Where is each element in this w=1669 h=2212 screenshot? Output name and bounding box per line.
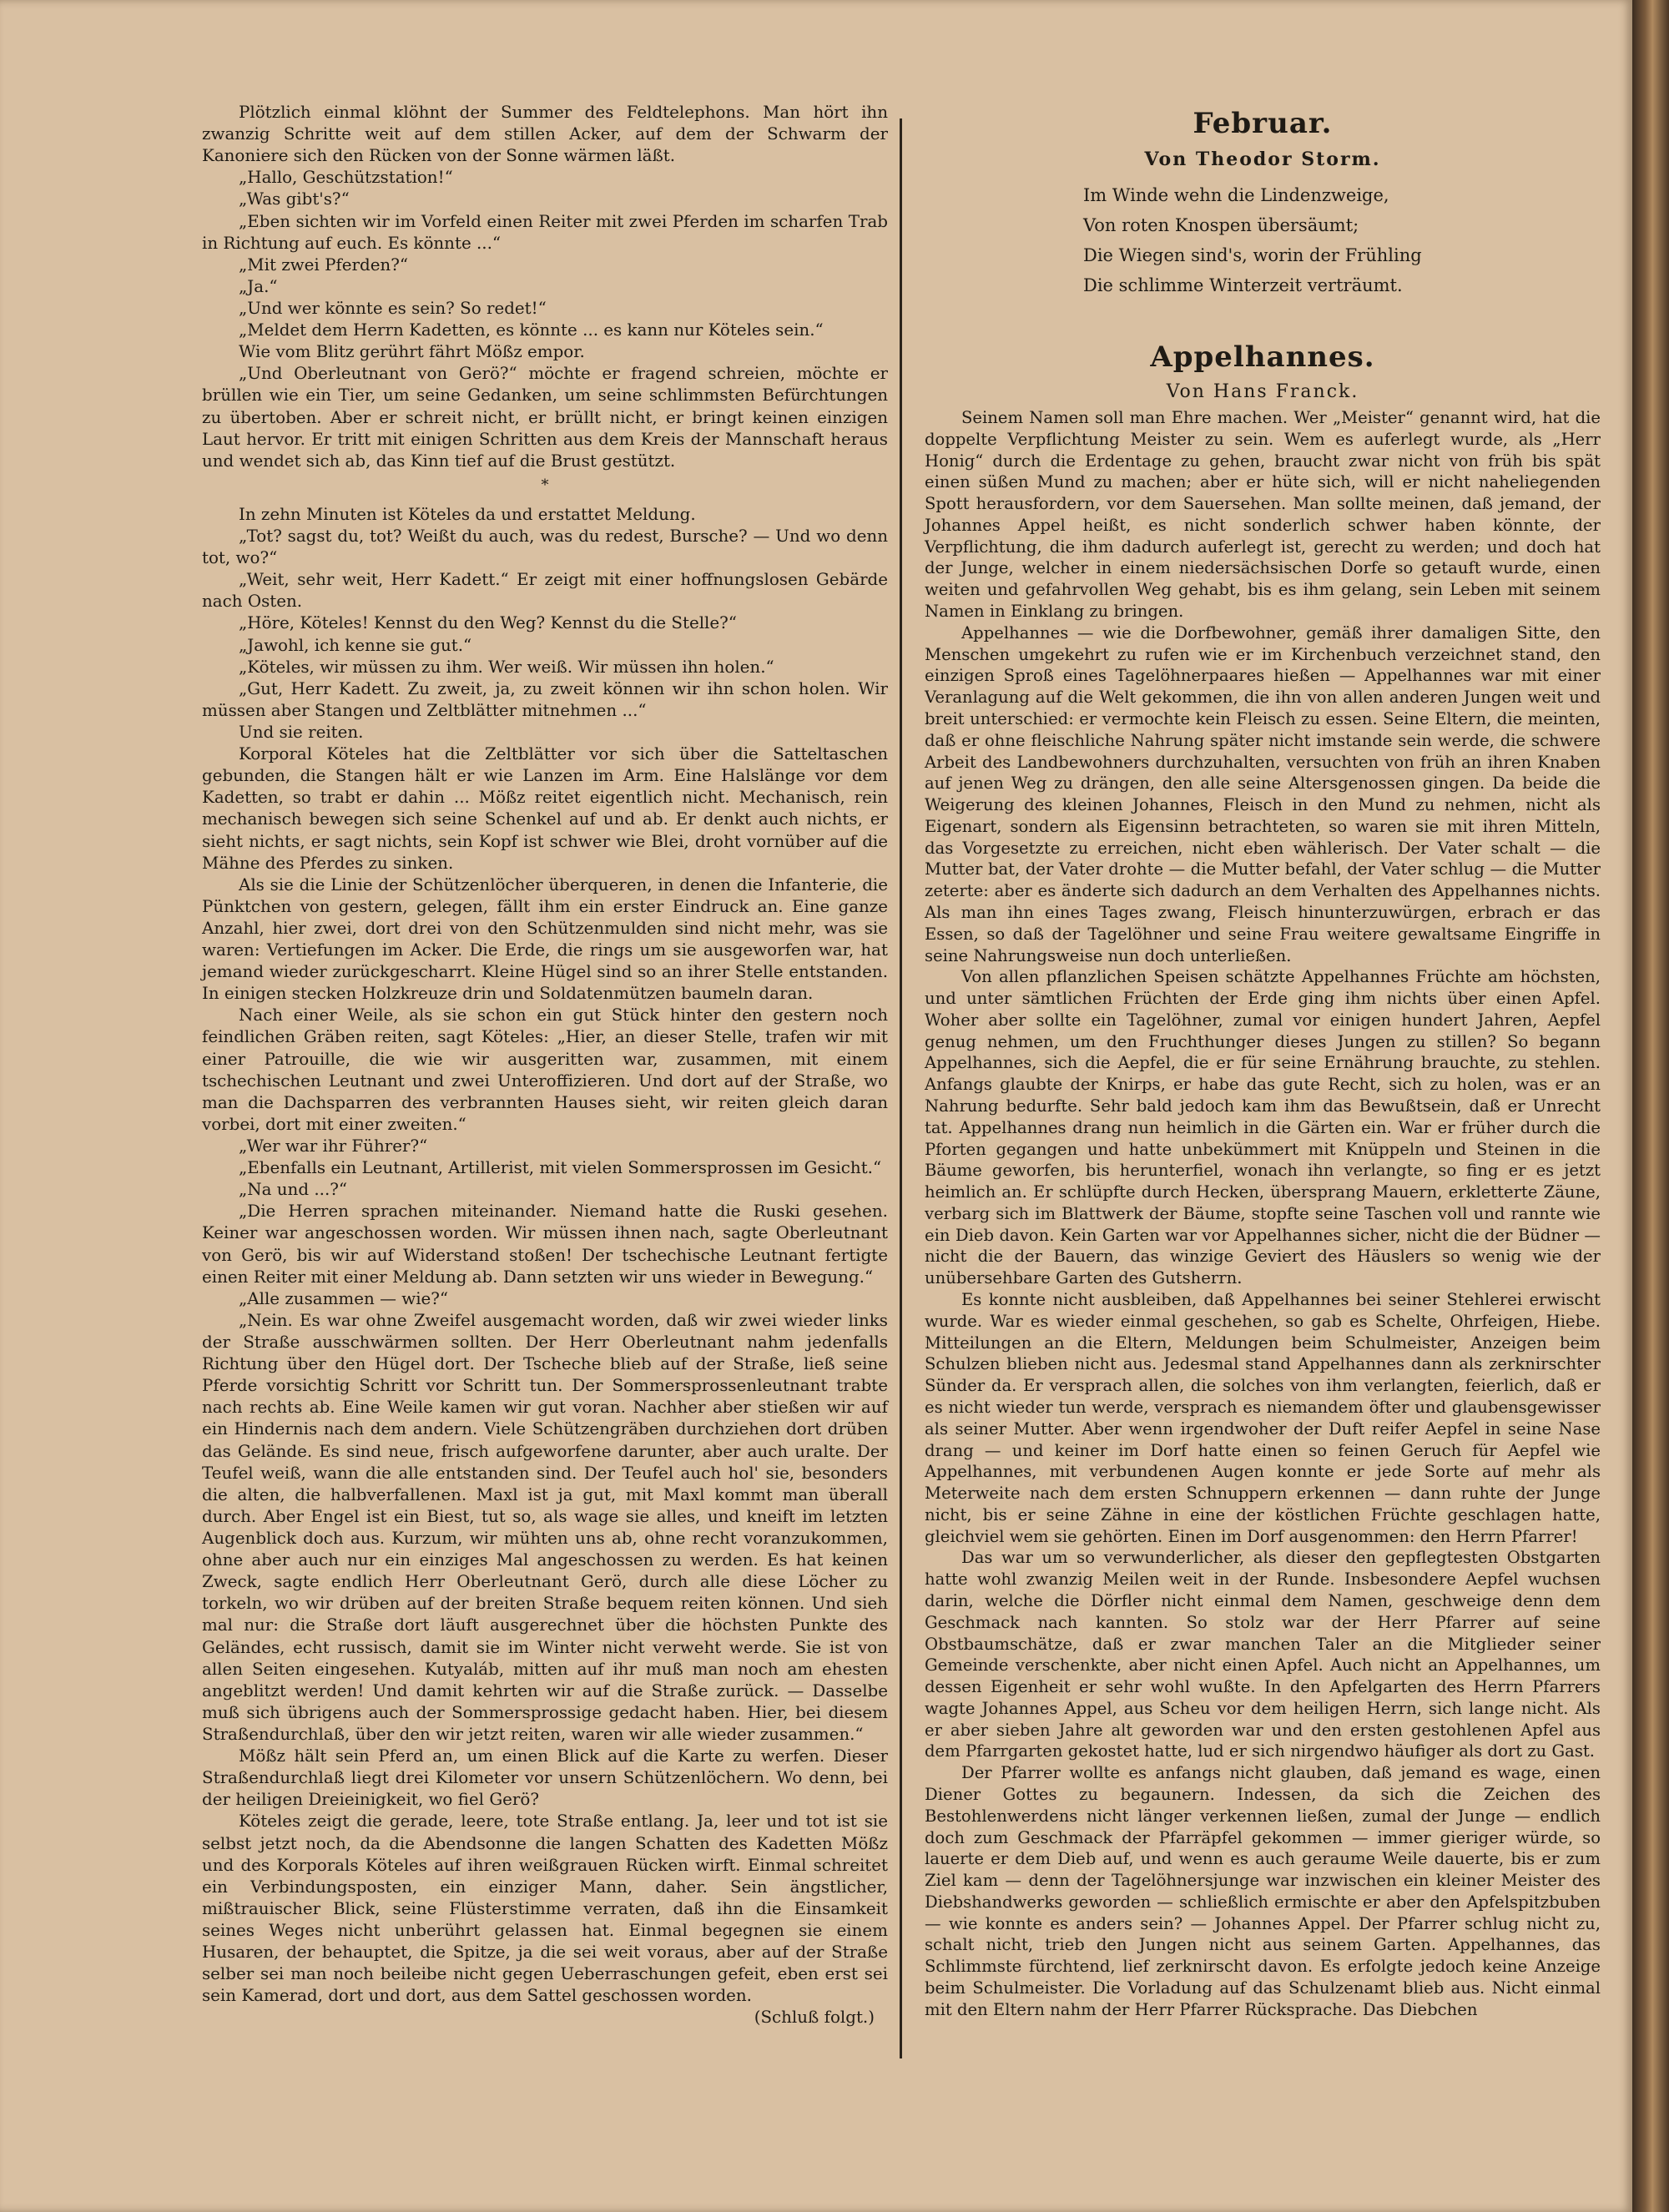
paragraph: In zehn Minuten ist Köteles da und erstattet Meldung. [239, 504, 696, 524]
paragraph: Als sie die Linie der Schützenlöcher überqueren, in denen die Infanterie, die Pünktchen von gestern, gelegen, fällt ihm ein erster Eindruck an. Eine ganze Anzahl, hier zwei, dort drei von den Schützenmulden sind nicht mehr, was sie waren: Vertiefungen im Acker. Die Erde, die rings um sie ausgeworfen war, hat jemand wieder zurückgescharrt. Kleine Hügel sind so an ihrer Stelle entstanden. In einigen stecken Holzkreuze drin und Soldatenmützen baumeln daran. [202, 874, 888, 1004]
paragraph: „Eben sichten wir im Vorfeld einen Reiter mit zwei Pferden im scharfen Trab in Richtung auf euch. Es könnte ...“ [202, 211, 888, 253]
paragraph: Plötzlich einmal klöhnt der Summer des Feldtelephons. Man hört ihn zwanzig Schritte weit auf dem stillen Acker, auf dem der Schwarm der Kanoniere sich den Rücken von der Sonne wärmen läßt. [202, 103, 888, 166]
paragraph: „Weit, sehr weit, Herr Kadett.“ Er zeigt mit einer hoffnungslosen Gebärde nach Osten. [202, 570, 888, 612]
right-column [925, 102, 1601, 2021]
left-column-story-continuation [202, 102, 888, 2029]
paragraph: Und sie reiten. [239, 722, 364, 742]
paragraph: Von allen pflanzlichen Speisen schätzte Appelhannes Früchte am höchsten, und unter sämtlichen Früchten der Erde ging ihm nichts über einen Apfel. Woher aber sollte ein Tagelöhner, zumal vor einigen hundert Jahren, Aepfel genug nehmen, um den Fruchthunger dieses Jungen zu stillen? So begann Appelhannes, sich die Aepfel, die er für seine Ernährung brauchte, zu stehlen. Anfangs glaubte der Knirps, er habe das gute Recht, sich zu holen, was er an Nahrung bedurfte. Sehr bald jedoch kam ihm das Bewußtsein, daß er Unrecht tat. Appelhannes drang nun heimlich in die Gärten ein. War er früher durch die Pforten gegangen und hatte unbekümmert mit Knüppeln und Steinen in die Bäume geworfen, bis herunterfiel, wonach ihn verlangte, so fing er es jetzt heimlich an. Er schlüpfte durch Hecken, übersprang Mauern, erkletterte Zäune, verbarg sich im Blattwerk der Bäume, stopfte seine Taschen voll und rannte wie ein Dieb davon. Kein Garten war vor Appelhannes sicher, nicht die der Büdner — nicht die der Bauern, das winzige Geviert des Häuslers so wenig wie der unübersehbare Garten des Gutsherrn. [925, 967, 1601, 1288]
paragraph: Seinem Namen soll man Ehre machen. Wer „Meister“ genannt wird, hat die doppelte Verpflichtung Meister zu sein. Wem es auferlegt wurde, als „Herr Honig“ durch die Erdentage zu gehen, braucht zwar nicht von früh bis spät einen süßen Mund zu machen; aber er hüte sich, will er nicht naheliegenden Spott herausfordern, vor dem Sauersehen. Man sollte meinen, daß jemand, der Johannes Appel heißt, es nicht sonderlich schwer haben könnte, der Verpflichtung, die ihm dadurch auferlegt ist, gerecht zu werden; und doch hat der Junge, welcher in einem niedersächsischen Dorfe so getauft wurde, einen weiten und gefahrvollen Weg gehabt, bis es ihm gelang, sein Leben mit seinem Namen in Einklang zu bringen. [925, 408, 1601, 622]
paragraph: „Und Oberleutnant von Gerö?“ möchte er fragend schreien, möchte er brüllen wie ein Tier, um seine Gedanken, um seine schlimmsten Befürchtungen zu übertoben. Aber er schreit nicht, er brüllt nicht, er bringt keinen einzigen Laut hervor. Er tritt mit einigen Schritten aus dem Kreis der Mannschaft heraus und wendet sich ab, das Kinn tief auf die Brust gestützt. [202, 364, 888, 471]
continuation-note: (Schluß folgt.) [754, 2008, 875, 2028]
story-body [925, 407, 1601, 2021]
paragraph: „Jawohl, ich kenne sie gut.“ [239, 635, 472, 655]
paragraph: „Na und ...?“ [239, 1180, 348, 1200]
paragraph: „Gut, Herr Kadett. Zu zweit, ja, zu zweit können wir ihn schon holen. Wir müssen aber Stangen und Zeltblätter mitnehmen ...“ [202, 678, 888, 720]
paragraph: „Köteles, wir müssen zu ihm. Wer weiß. Wir müssen ihn holen.“ [239, 657, 774, 677]
story-byline: Von Hans Franck. [1166, 381, 1359, 402]
poem-line: Die Wiegen sind's, worin der Frühling [1083, 245, 1422, 265]
paragraph: Appelhannes — wie die Dorfbewohner, gemäß ihrer damaligen Sitte, den Menschen umgekehrt zu rufen wie er im Kirchenbuch verzeichnet stand, den einzigen Sproß eines Tagelöhnerpaares hießen — Appelhannes war mit einer Veranlagung auf die Welt gekommen, die ihn von allen anderen Jungen weit und breit unterschied: er vermochte kein Fleisch zu essen. Seine Eltern, die meinten, daß er ohne fleischliche Nahrung später nicht imstande sein werde, die schwere Arbeit des Landbewohners durchzuhalten, versuchten von früh an ihren Knaben auf jenen Weg zu drängen, den alle seine Altersgenossen gingen. Da beide die Weigerung des kleinen Johannes, Fleisch in den Mund zu nehmen, nicht als Eigenart, sondern als Eigensinn betrachteten, so waren sie mit ihren Mitteln, das Vorgesetzte zu erreichen, nicht eben wählerisch. Der Vater schalt — die Mutter bat, der Vater drohte — die Mutter befahl, der Vater schlug — die Mutter zeterte: aber es änderte sich dadurch an dem Verhalten des Appelhannes nichts. Als man ihn eines Tages zwang, Fleisch hinunterzuwürgen, erbrach er das Essen, so daß der Tagelöhner und seine Frau weitere gewaltsame Eingriffe in seine Nahrungsweise nun doch unterließen. [925, 622, 1601, 965]
paragraph: Es konnte nicht ausbleiben, daß Appelhannes bei seiner Stehlerei erwischt wurde. War es wieder einmal geschehen, so gab es Schelte, Ohrfeigen, Hiebe. Mitteilungen an die Eltern, Meldungen beim Schulmeister, Anzeigen beim Schulzen blieben nicht aus. Jedesmal stand Appelhannes dann als zerknirschter Sünder da. Er versprach allen, die solches von ihm verlangten, feierlich, daß er es nicht wieder tun werde, versprach es niemandem öfter und glaubensgewisser als seiner Mutter. Aber wenn irgendwoher der Duft reifer Aepfel in seine Nase drang — und keiner im Dorf hatte einen so feinen Geruch für Aepfel wie Appelhannes, mit verbundenen Augen konnte er jede Sorte auf mehr als Meterweite nach dem ersten Schnuppern erkennen — dann ruhte der Junge nicht, bis er seine Zähne in eine der köstlichen Früchte geschlagen hatte, gleichviel wem sie gehörten. Einen im Dorf ausgenommen: den Herrn Pfarrer! [925, 1290, 1601, 1546]
poem-line: Von roten Knospen übersäumt; [1083, 215, 1359, 235]
paragraph: „Hallo, Geschützstation!“ [239, 168, 453, 188]
paragraph: „Ja.“ [239, 276, 278, 296]
paragraph: Korporal Köteles hat die Zeltblätter vor sich über die Satteltaschen gebunden, die Stangen hält er wie Lanzen im Arm. Eine Halslänge vor dem Kadetten, so trabt er dahin ... Mößz reitet eigentlich nicht. Mechanisch, rein mechanisch bewegen sich seine Schenkel auf und ab. Er denkt auch nichts, er sieht nichts, er sagt nichts, sein Kopf ist schwer wie Blei, droht vornüber auf die Mähne des Pferdes zu sinken. [202, 744, 888, 873]
poem-line: Im Winde wehn die Lindenzweige, [1083, 185, 1389, 205]
paragraph: Der Pfarrer wollte es anfangs nicht glauben, daß jemand es wage, einen Diener Gottes zu begaunern. Indessen, da sich die Zeichen des Bestohlenwerdens nicht länger verkennen ließen, zumal der Junge — endlich doch zum Geschmack der Pfarräpfel gekommen — immer gieriger würde, so lauerte er dem Dieb auf, und wenn es auch geraume Weile dauerte, bis er zum Ziel kam — denn der Tagelöhnersjunge war inzwischen ein kleiner Meister des Diebshandwerks geworden — schließlich ermischte er aber den Apfelspitzbuben — wie konnte es anders sein? — Johannes Appel. Der Pfarrer schlug nicht zu, schalt nicht, trieb den Jungen nicht aus seinem Garten. Appelhannes, das Schlimmste fürchtend, lief zerknirscht davon. Es erfolgte jedoch keine Anzeige beim Schulmeister. Die Vorladung auf das Schulzenamt blieb aus. Nicht einmal mit den Eltern nahm der Herr Pfarrer Rücksprache. Das Diebchen [925, 1763, 1601, 2019]
paragraph: Nach einer Weile, als sie schon ein gut Stück hinter den gestern noch feindlichen Gräben reiten, sagt Köteles: „Hier, an dieser Stelle, trafen wir mit einer Patrouille, die wie wir ausgeritten war, zusammen, mit einem tschechischen Leutnant und zwei Unteroffizieren. Und dort auf der Straße, wo man die Dachsparren des verbrannten Hauses sieht, wir reiten gleich daran vorbei, dort mit einer zweiten.“ [202, 1005, 888, 1134]
paragraph: Köteles zeigt die gerade, leere, tote Straße entlang. Ja, leer und tot ist sie selbst jetzt noch, da die Abendsonne die langen Schatten des Kadetten Mößz und des Korporals Köteles auf ihren weißgrauen Rücken wirft. Einmal schreitet ein Verbindungsposten, ein einziger Mann, daher. Sein ängstlicher, mißtrauischer Blick, seine Flüsterstimme verraten, daß ihn die Einsamkeit seines Weges nicht unberührt gelassen hat. Einmal begegnen sie einem Husaren, der behauptet, die Spitze, ja die sei weit voraus, aber auf der Straße selber sei man noch beileibe nicht gegen Ueberraschungen gefeit, eben erst sei sein Kamerad, dort und dort, aus dem Sattel geschossen worden. [202, 1811, 888, 2006]
paragraph: „Tot? sagst du, tot? Weißt du auch, was du redest, Bursche? — Und wo denn tot, wo?“ [202, 526, 888, 568]
poem-stanza [925, 180, 1601, 300]
book-binding-edge [1632, 0, 1669, 2212]
paragraph: „Mit zwei Pferden?“ [239, 254, 409, 275]
paragraph: Mößz hält sein Pferd an, um einen Blick auf die Karte zu werfen. Dieser Straßendurchlaß liegt drei Kilometer vor unsern Schützenlöchern. Wo denn, bei der heiligen Dreieinigkeit, wo fiel Gerö? [202, 1746, 888, 1810]
paragraph: „Und wer könnte es sein? So redet!“ [239, 298, 547, 318]
paragraph: „Die Herren sprachen miteinander. Niemand hatte die Ruski gesehen. Keiner war angeschossen worden. Wir müssen ihnen nach, sagte Oberleutnant von Gerö, bis wir auf Widerstand stoßen! Der tschechische Leutnant fertigte einen Reiter mit einer Meldung ab. Dann setzten wir uns wieder in Bewegung.“ [202, 1202, 888, 1287]
paragraph: „Höre, Köteles! Kennst du den Weg? Kennst du die Stelle?“ [239, 613, 737, 633]
paragraph: „Was gibt's?“ [239, 189, 350, 209]
paragraph: „Nein. Es war ohne Zweifel ausgemacht worden, daß wir zwei wieder links der Straße ausschwärmen sollten. Der Herr Oberleutnant nahm jedenfalls Richtung über den Hügel dort. Der Tscheche blieb auf der Straße, ließ seine Pferde vorsichtig Schritt vor Schritt tun. Der Sommersprossenleutnant trabte nach rechts ab. Eine Weile kamen wir gut voran. Nachher aber stießen wir auf ein Hindernis nach dem andern. Viele Schützengräben durchziehen dort drüben das Gelände. Es sind neue, frisch aufgeworfene darunter, aber auch uralte. Der Teufel weiß, wann die alle entstanden sind. Der Teufel auch hol' sie, besonders die alten, die halbverfallenen. Maxl ist ja gut, mit Maxl kommt man überall durch. Aber Engel ist ein Biest, tut so, als wage sie alles, und kneift im letzten Augenblick doch aus. Kurzum, wir mühten uns ab, ohne recht voranzukommen, ohne aber auch nur ein einziges Mal angeschossen zu werden. Es hat keinen Zweck, sagte endlich Herr Oberleutnant Gerö, durch alle diese Löcher zu torkeln, wo wir drüben auf der breiten Straße bequem reiten können. Und sieh mal nur: die Straße dort läuft ausgerechnet über die höchsten Punkte des Geländes, echt russisch, damit sie im Winter nicht verweht werde. Sie ist von allen Seiten eingesehen. Kutyaláb, mitten auf ihr muß man noch am ehesten angeblitzt werden! Und damit kehrten wir auf die Straße zurück. — Dasselbe muß sich übrigens auch der Sommersprossige gedacht haben. Hier, bei diesem Straßendurchlaß, über den wir jetzt reiten, waren wir alle wieder zusammen.“ [202, 1310, 888, 1744]
paragraph: „Alle zusammen — wie?“ [239, 1288, 449, 1308]
story-title: Appelhannes. [1150, 340, 1375, 374]
poem-line: Die schlimme Winterzeit verträumt. [1083, 275, 1403, 295]
paragraph: „Wer war ihr Führer?“ [239, 1136, 428, 1156]
paragraph: „Meldet dem Herrn Kadetten, es könnte ... es kann nur Köteles sein.“ [239, 320, 824, 340]
paragraph: Wie vom Blitz gerührt fährt Mößz empor. [239, 342, 585, 362]
paragraph: „Ebenfalls ein Leutnant, Artillerist, mit vielen Sommersprossen im Gesicht.“ [239, 1158, 882, 1178]
section-separator: * [541, 476, 549, 494]
poem-byline: Von Theodor Storm. [1144, 149, 1381, 170]
column-divider-rule [900, 118, 902, 2058]
paragraph: Das war um so verwunderlicher, als dieser den gepflegtesten Obstgarten hatte wohl zwanzig Meilen weit in der Runde. Insbesondere Aepfel wuchsen darin, welche die Dörfler nicht einmal dem Namen, geschweige denn dem Geschmack nach kannten. So stolz war der Herr Pfarrer auf seine Obstbaumschätze, daß er zwar manchen Taler an die Mitglieder seiner Gemeinde verschenkte, aber nicht einen Apfel. Auch nicht an Appelhannes, um dessen Eigenheit er sehr wohl wußte. In den Apfelgarten des Herrn Pfarrers wagte Johannes Appel, aus Scheu vor dem heiligen Herrn, sich lange nicht. Als er aber sieben Jahre alt geworden war und den ersten gestohlenen Apfel aus dem Pfarrgarten gekostet hatte, lud er sich nirgendwo häufiger als dort zu Gast. [925, 1548, 1601, 1761]
poem-title: Februar. [1193, 107, 1333, 140]
